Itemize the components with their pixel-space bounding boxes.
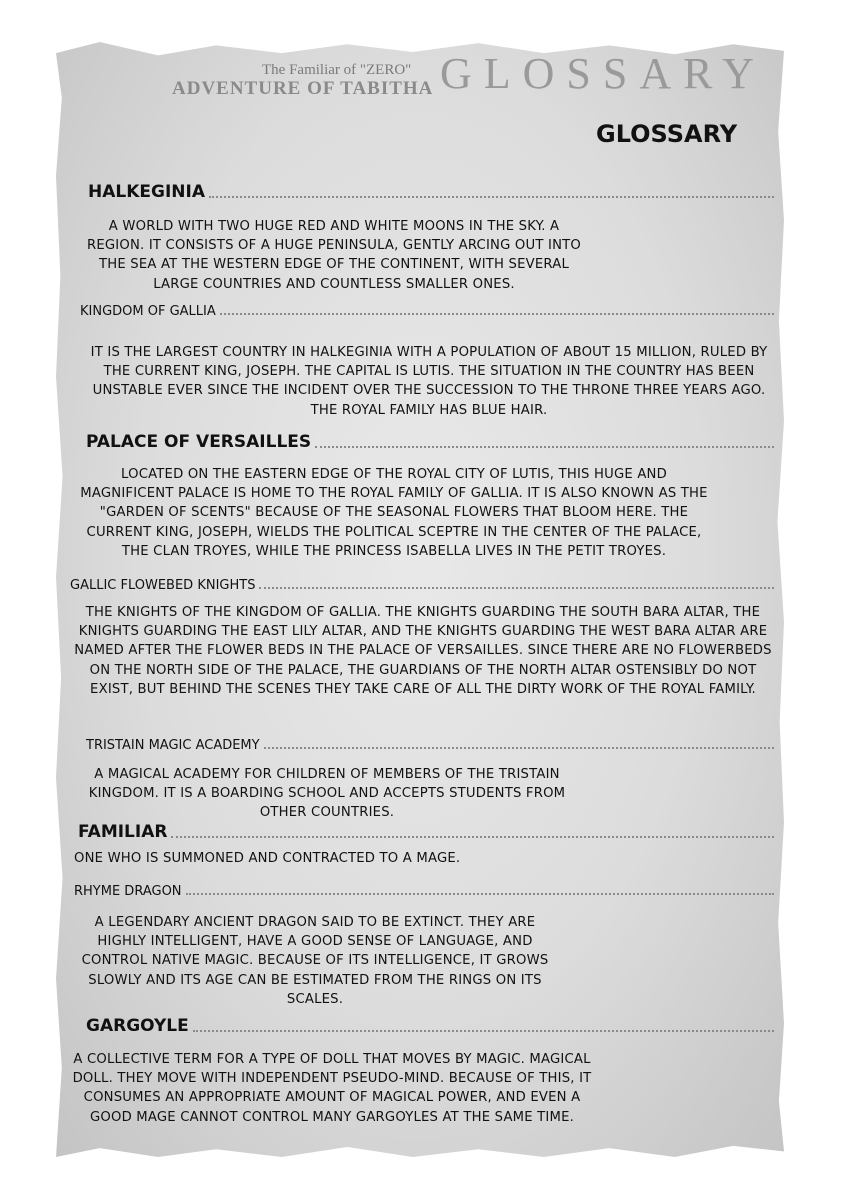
definition-rhyme-dragon: A LEGENDARY ANCIENT DRAGON SAID TO BE EXTINCT. THEY ARE HIGHLY INTELLIGENT, HAVE A GOOD SENSE OF LANGUAGE, AND CONTROL NATIVE MAGIC. BECAUSE OF ITS INTELLIGENCE, IT GROWS SLOWLY AND ITS AGE CAN BE ESTIMATED FROM THE RINGS ON ITS SCALES.: [81, 915, 549, 1007]
term-label: KINGDOM OF GALLIA: [80, 304, 216, 319]
term-kingdom-of-gallia: [80, 304, 774, 319]
dotted-leader: [186, 893, 774, 895]
term-tristain-magic-academy: [86, 738, 774, 753]
term-label: GARGOYLE: [86, 1016, 189, 1036]
term-label: GALLIC FLOWEBED KNIGHTS: [70, 578, 256, 593]
dotted-leader: [315, 446, 774, 448]
term-label: RHYME DRAGON: [74, 884, 182, 899]
definition-gallic-flowebed-knights: THE KNIGHTS OF THE KINGDOM OF GALLIA. THE KNIGHTS GUARDING THE SOUTH BARA ALTAR, THE KNIGHTS GUARDING THE EAST LILY ALTAR, AND THE KNIGHTS GUARDING THE WEST BARA ALTAR ARE NAMED AFTER THE FLOWER BEDS IN THE PALACE OF VERSAILLES. SINCE THERE ARE NO FLOWERBEDS ON THE NORTH SIDE OF THE PALACE, THE GUARDIANS OF THE NORTH ALTAR OSTENSIBLY DO NOT EXIST, BUT BEHIND THE SCENES THEY TAKE CARE OF ALL THE DIRTY WORK OF THE ROYAL FAMILY.: [74, 605, 772, 697]
header-subtitle: The Familiar of "ZERO": [262, 62, 412, 78]
term-gallic-flowebed-knights: [70, 578, 774, 593]
term-familiar: [78, 822, 774, 842]
term-label: TRISTAIN MAGIC ACADEMY: [86, 738, 260, 753]
dotted-leader: [171, 836, 774, 838]
dotted-leader: [259, 587, 774, 589]
definition-tristain-magic-academy: A MAGICAL ACADEMY FOR CHILDREN OF MEMBERS OF THE TRISTAIN KINGDOM. IT IS A BOARDING SCHOOL AND ACCEPTS STUDENTS FROM OTHER COUNTRIES.: [88, 767, 566, 821]
definition-halkeginia: A WORLD WITH TWO HUGE RED AND WHITE MOONS IN THE SKY. A REGION. IT CONSISTS OF A HUGE PENINSULA, GENTLY ARCING OUT INTO THE SEA AT THE WESTERN EDGE OF THE CONTINENT, WITH SEVERAL LARGE COUNTRIES AND COUNTLESS SMALLER ONES.: [86, 219, 582, 292]
dotted-leader: [220, 313, 774, 315]
term-label: PALACE OF VERSAILLES: [86, 432, 312, 452]
dotted-leader: [264, 747, 774, 749]
header-series-title: ADVENTURE OF TABITHA: [172, 78, 434, 99]
definition-gargoyle: A COLLECTIVE TERM FOR A TYPE OF DOLL THAT MOVES BY MAGIC. MAGICAL DOLL. THEY MOVE WITH INDEPENDENT PSEUDO-MIND. BECAUSE OF THIS, IT CONSUMES AN APPROPRIATE AMOUNT OF MAGICAL POWER, AND EVEN A GOOD MAGE CANNOT CONTROL MANY GARGOYLES AT THE SAME TIME.: [72, 1052, 592, 1125]
term-halkeginia: [88, 182, 774, 202]
term-label: HALKEGINIA: [88, 182, 205, 202]
term-label: FAMILIAR: [78, 822, 168, 842]
definition-kingdom-of-gallia: IT IS THE LARGEST COUNTRY IN HALKEGINIA WITH A POPULATION OF ABOUT 15 MILLION, RULED BY THE CURRENT KING, JOSEPH. THE CAPITAL IS LUTIS. THE SITUATION IN THE COUNTRY HAS BEEN UNSTABLE EVER SINCE THE INCIDENT OVER THE SUCCESSION TO THE THRONE THREE YEARS AGO. THE ROYAL FAMILY HAS BLUE HAIR.: [90, 345, 768, 418]
term-rhyme-dragon: [74, 884, 774, 899]
header-banner: GLOSSARY: [440, 49, 766, 98]
definition-palace-of-versailles: LOCATED ON THE EASTERN EDGE OF THE ROYAL CITY OF LUTIS, THIS HUGE AND MAGNIFICENT PALACE IS HOME TO THE ROYAL FAMILY OF GALLIA. IT IS ALSO KNOWN AS THE "GARDEN OF SCENTS" BECAUSE OF THE SEASONAL FLOWERS THAT BLOOM HERE. THE CURRENT KING, JOSEPH, WIELDS THE POLITICAL SCEPTRE IN THE CENTER OF THE PALACE, THE CLAN TROYES, WHILE THE PRINCESS ISABELLA LIVES IN THE PETIT TROYES.: [80, 467, 708, 559]
dotted-leader: [209, 196, 774, 198]
dotted-leader: [193, 1030, 774, 1032]
term-palace-of-versailles: [86, 432, 774, 452]
definition-familiar: ONE WHO IS SUMMONED AND CONTRACTED TO A MAGE.: [74, 851, 461, 866]
section-title: GLOSSARY: [596, 120, 738, 148]
term-gargoyle: [86, 1016, 774, 1036]
